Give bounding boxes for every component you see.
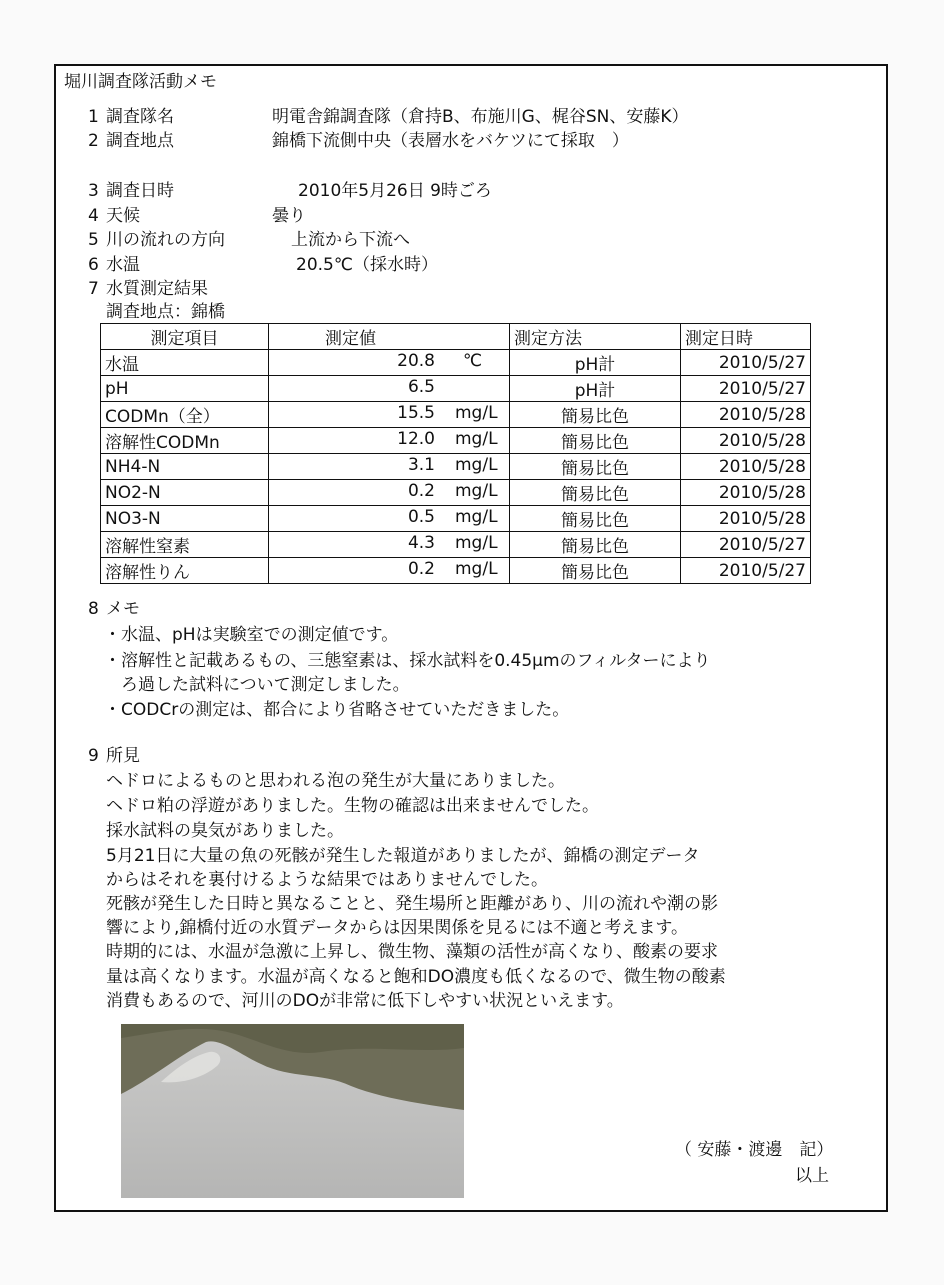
item-number: 7 <box>88 279 99 299</box>
value-unit: mg/L <box>455 403 498 423</box>
item-number: 6 <box>88 255 99 275</box>
memo-title: 堀川調査隊活動メモ <box>64 72 217 92</box>
table-row <box>101 350 811 376</box>
item-number: 5 <box>88 230 99 250</box>
cell-value <box>269 558 510 584</box>
item-value-weather: 曇り <box>272 206 306 226</box>
cell-value <box>269 454 510 480</box>
item-value-water-temp: 20.5℃（採水時） <box>296 255 438 275</box>
cell-method: pH計 <box>510 350 681 376</box>
header-method: 測定方法 <box>510 324 681 350</box>
river-photo <box>121 1024 464 1198</box>
cell-method: 簡易比色 <box>510 454 681 480</box>
cell-method: 簡易比色 <box>510 480 681 506</box>
item-label-team: 調査隊名 <box>106 107 174 127</box>
cell-item: 水温 <box>101 350 269 376</box>
cell-date: 2010/5/27 <box>681 558 811 584</box>
item-number: 2 <box>88 131 99 151</box>
findings-line: 5月21日に大量の魚の死骸が発生した報道がありましたが、錦橋の測定データ <box>106 846 700 866</box>
findings-line: ヘドロ粕の浮遊がありました。生物の確認は出来ませんでした。 <box>106 796 599 816</box>
cell-value <box>269 350 510 376</box>
table-row <box>101 532 811 558</box>
cell-date: 2010/5/28 <box>681 506 811 532</box>
cell-method: 簡易比色 <box>510 428 681 454</box>
memo-line: ・CODCrの測定は、都合により省略させていただきました。 <box>104 700 570 720</box>
header-item: 測定項目 <box>101 324 269 350</box>
table-row <box>101 402 811 428</box>
cell-item: pH <box>101 376 269 402</box>
river-photo-graphic <box>121 1024 464 1198</box>
findings-line: 死骸が発生した日時と異なることと、発生場所と距離があり、川の流れや潮の影 <box>106 894 718 914</box>
item-value-site: 錦橋下流側中央（表層水をバケツにて採取 ） <box>272 131 629 151</box>
value-number: 0.2 <box>407 559 435 579</box>
item-value-team: 明電舎錦調査隊（倉持B、布施川G、梶谷SN、安藤K） <box>272 107 689 127</box>
cell-value <box>269 402 510 428</box>
header-date: 測定日時 <box>681 324 811 350</box>
findings-line: からはそれを裏付けるような結果ではありませんでした。 <box>106 870 548 890</box>
item-value-flow: 上流から下流へ <box>291 230 410 250</box>
cell-date: 2010/5/28 <box>681 402 811 428</box>
item-number: 3 <box>88 181 99 201</box>
results-table <box>100 323 811 584</box>
cell-date: 2010/5/27 <box>681 350 811 376</box>
cell-item: 溶解性りん <box>101 558 269 584</box>
cell-date: 2010/5/28 <box>681 480 811 506</box>
item-label-site: 調査地点 <box>106 131 174 151</box>
cell-value <box>269 480 510 506</box>
value-number: 20.8 <box>397 351 435 371</box>
findings-line: 響により,錦橋付近の水質データからは因果関係を見るには不適と考えます。 <box>106 918 689 938</box>
item-number: 4 <box>88 206 99 226</box>
author-signature: （ 安藤・渡邊 記） <box>675 1140 834 1160</box>
findings-line: 量は高くなります。水温が高くなると飽和DO濃度も低くなるので、微生物の酸素 <box>106 967 726 987</box>
value-number: 12.0 <box>397 429 435 449</box>
cell-date: 2010/5/28 <box>681 428 811 454</box>
cell-method: 簡易比色 <box>510 558 681 584</box>
cell-date: 2010/5/27 <box>681 376 811 402</box>
table-row <box>101 480 811 506</box>
cell-item: NH4-N <box>101 454 269 480</box>
cell-item: NO2-N <box>101 480 269 506</box>
value-unit: ℃ <box>463 351 483 371</box>
value-unit: mg/L <box>455 559 498 579</box>
item-label-results: 水質測定結果 <box>106 279 208 299</box>
cell-date: 2010/5/27 <box>681 532 811 558</box>
findings-line: ヘドロによるものと思われる泡の発生が大量にありました。 <box>106 771 565 791</box>
value-unit: mg/L <box>455 533 498 553</box>
item-number: 1 <box>88 107 99 127</box>
value-number: 0.2 <box>407 481 435 501</box>
findings-line: 採水試料の臭気がありました。 <box>106 821 344 841</box>
memo-line: ・水温、pHは実験室での測定値です。 <box>104 625 399 645</box>
cell-method: 簡易比色 <box>510 402 681 428</box>
cell-item: CODMn（全） <box>101 402 269 428</box>
value-unit: mg/L <box>455 507 498 527</box>
cell-item: 溶解性CODMn <box>101 428 269 454</box>
value-unit: mg/L <box>455 455 498 475</box>
table-row <box>101 428 811 454</box>
findings-line: 時期的には、水温が急激に上昇し、微生物、藻類の活性が高くなり、酸素の要求 <box>106 942 718 962</box>
findings-line: 消費もあるので、河川のDOが非常に低下しやすい状況といえます。 <box>106 991 624 1011</box>
item-value-datetime: 2010年5月26日 9時ごろ <box>298 181 492 201</box>
cell-date: 2010/5/28 <box>681 454 811 480</box>
item-label-water-temp: 水温 <box>106 255 140 275</box>
table-row <box>101 558 811 584</box>
cell-value <box>269 428 510 454</box>
cell-method: 簡易比色 <box>510 532 681 558</box>
closing-text: 以上 <box>795 1166 829 1186</box>
value-number: 0.5 <box>407 507 435 527</box>
memo-line: ろ過した試料について測定しました。 <box>104 675 410 695</box>
cell-value <box>269 376 510 402</box>
item-label-datetime: 調査日時 <box>106 181 174 201</box>
table-header-row <box>101 324 811 350</box>
value-unit: mg/L <box>455 481 498 501</box>
value-number: 4.3 <box>407 533 435 553</box>
value-number: 6.5 <box>407 377 435 397</box>
table-row <box>101 506 811 532</box>
value-number: 15.5 <box>397 403 435 423</box>
value-unit: mg/L <box>455 429 498 449</box>
cell-method: 簡易比色 <box>510 506 681 532</box>
table-row <box>101 454 811 480</box>
memo-number: 8 <box>88 599 99 619</box>
findings-number: 9 <box>88 746 99 766</box>
cell-item: NO3-N <box>101 506 269 532</box>
memo-line: ・溶解性と記載あるもの、三態窒素は、採水試料を0.45μmのフィルターにより <box>104 651 711 671</box>
findings-heading: 所見 <box>106 746 140 766</box>
site-label: 調査地点：錦橋 <box>106 302 225 322</box>
item-label-weather: 天候 <box>106 206 140 226</box>
table-row <box>101 376 811 402</box>
cell-method: pH計 <box>510 376 681 402</box>
value-number: 3.1 <box>407 455 435 475</box>
cell-value <box>269 506 510 532</box>
memo-heading: メモ <box>106 599 140 619</box>
item-label-flow: 川の流れの方向 <box>106 230 225 250</box>
header-value: 測定値 <box>269 324 510 350</box>
cell-item: 溶解性窒素 <box>101 532 269 558</box>
cell-value <box>269 532 510 558</box>
